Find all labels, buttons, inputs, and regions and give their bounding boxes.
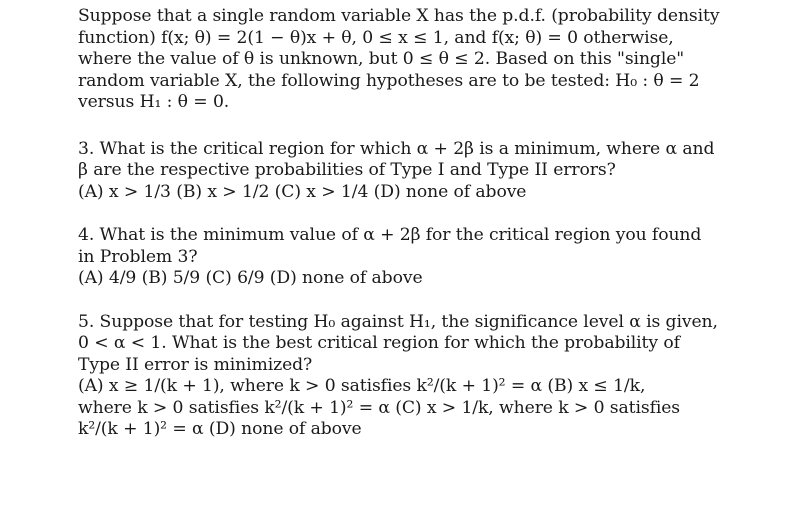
intro-line-3: where the value of θ is unknown, but 0 ≤ θ ≤ 2. Based on this "single" bbox=[78, 49, 685, 69]
question-3-line-1: 3. What is the critical region for which α + 2β is a minimum, where α and bbox=[78, 138, 715, 159]
question-5-line-2: 0 < α < 1. What is the best critical region for which the probability of bbox=[78, 333, 680, 353]
spacer bbox=[78, 114, 758, 139]
problem-sheet bbox=[78, 6, 758, 441]
intro-line-4: random variable X, the following hypotheses are to be tested: H₀ : θ = 2 bbox=[78, 70, 700, 91]
question-5 bbox=[78, 312, 758, 441]
question-4-options: (A) 4/9 (B) 5/9 (C) 6/9 (D) none of above bbox=[78, 268, 423, 288]
question-5-line-1: 5. Suppose that for testing H₀ against H₁, the significance level α is given, bbox=[78, 311, 718, 332]
question-4 bbox=[78, 225, 758, 290]
spacer bbox=[78, 203, 758, 225]
question-4-line-2: in Problem 3? bbox=[78, 246, 198, 267]
question-4-line-1: 4. What is the minimum value of α + 2β for the critical region you found bbox=[78, 225, 702, 245]
question-5-option-line-2: where k > 0 satisfies k²/(k + 1)² = α (C) x > 1/k, where k > 0 satisfies bbox=[78, 397, 681, 418]
question-3 bbox=[78, 139, 758, 204]
intro-line-5: versus H₁ : θ = 0. bbox=[78, 92, 230, 112]
question-5-option-line-1: (A) x ≥ 1/(k + 1), where k > 0 satisfies k²/(k + 1)² = α (B) x ≤ 1/k, bbox=[78, 376, 646, 396]
intro-line-1: Suppose that a single random variable X has the p.d.f. (probability density bbox=[78, 6, 720, 26]
question-3-line-2: β are the respective probabilities of Type I and Type II errors? bbox=[78, 160, 616, 180]
spacer bbox=[78, 290, 758, 312]
intro-line-2: function) f(x; θ) = 2(1 − θ)x + θ, 0 ≤ x ≤ 1, and f(x; θ) = 0 otherwise, bbox=[78, 27, 674, 48]
question-5-option-line-3: k²/(k + 1)² = α (D) none of above bbox=[78, 419, 362, 439]
question-5-line-3: Type II error is minimized? bbox=[78, 354, 313, 375]
question-3-options: (A) x > 1/3 (B) x > 1/2 (C) x > 1/4 (D) none of above bbox=[78, 181, 527, 202]
intro-paragraph bbox=[78, 6, 758, 114]
